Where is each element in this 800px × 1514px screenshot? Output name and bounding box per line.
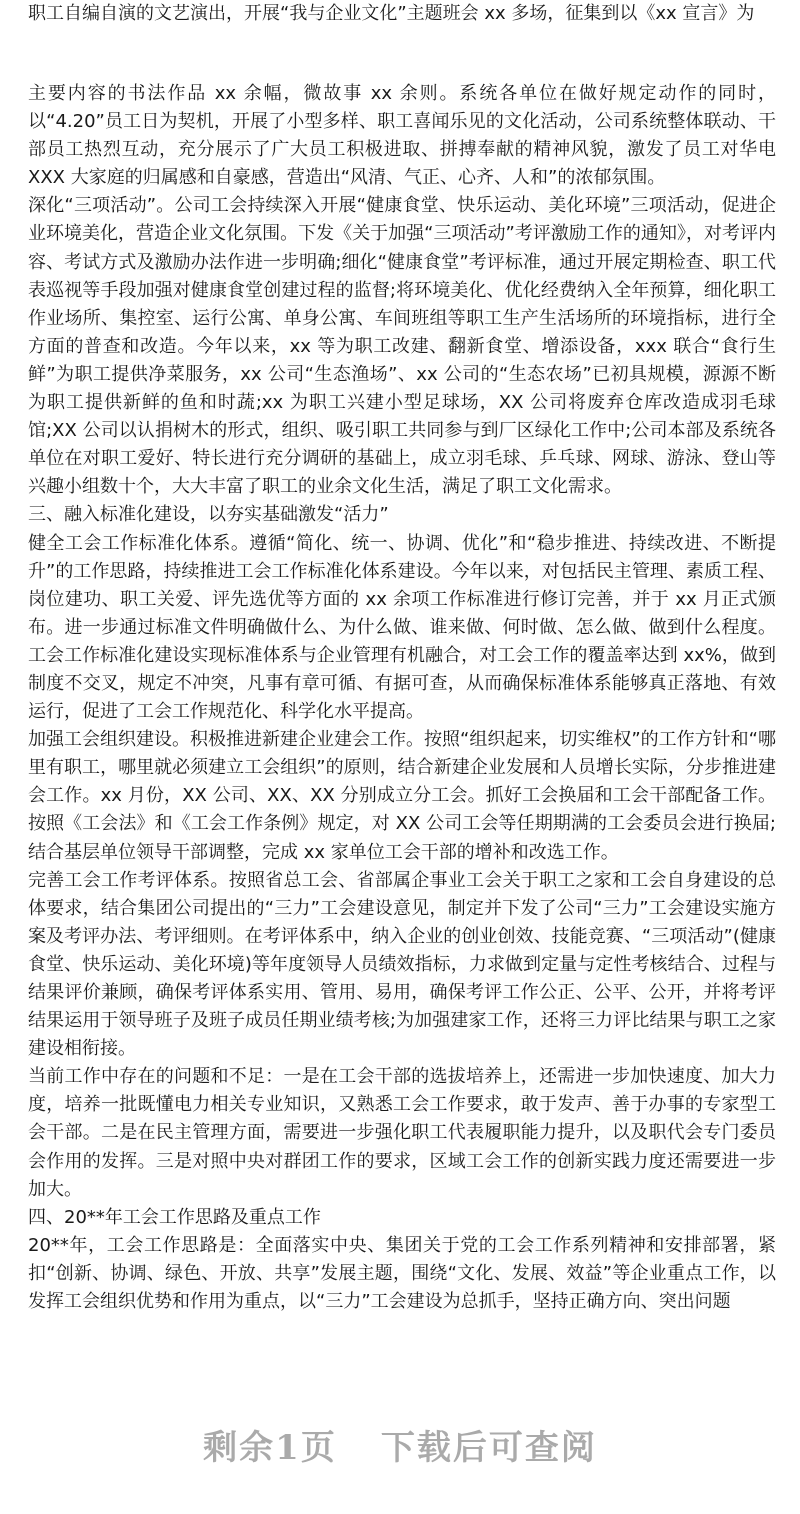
document-body — [28, 80, 776, 1316]
paragraph: 主要内容的书法作品 xx 余幅，微故事 xx 余则。系统各单位在做好规定动作的同时，以“4.20”员工日为契机，开展了小型多样、职工喜闻乐见的文化活动，公司系统整体联动、干部员工热烈互动，充分展示了广大员工积极进取、拼搏奉献的精神风貌，激发了员工对华电 XXX 大家庭的归属感和自豪感，营造出“风清、气正、心齐、人和”的浓郁氛围。 — [28, 83, 776, 189]
continued-text-line: 职工自编自演的文艺演出，开展“我与企业文化”主题班会 xx 多场，征集到以《xx 宣言》为 — [28, 3, 755, 24]
paragraph: 加强工会组织建设。积极推进新建企业建会工作。按照“组织起来，切实维权”的工作方针和“哪里有职工，哪里就必须建立工会组织”的原则，结合新建企业发展和人员增长实际，分步推进建会工作。xx 月份，XX 公司、XX、XX 分别成立分工会。抓好工会换届和工会干部配备工作。按照《工会法》和《工会工作条例》规定，对 XX 公司工会等任期期满的工会委员会进行换届;结合基层单位领导干部调整，完成 xx 家单位工会干部的增补和改选工作。 — [28, 729, 776, 863]
download-prompt[interactable] — [0, 1420, 800, 1469]
paragraph: 完善工会工作考评体系。按照省总工会、省部属企事业工会关于职工之家和工会自身建设的总体要求，结合集团公司提出的“三力”工会建设意见，制定并下发了公司“三力”工会建设实施方案及考评办法、考评细则。在考评体系中，纳入企业的创业创效、技能竞赛、“三项活动”(健康食堂、快乐运动、美化环境)等年度领导人员绩效指标，力求做到定量与定性考核结合、过程与结果评价兼顾，确保考评体系实用、管用、易用，确保考评工作公正、公平、公开，并将考评结果运用于领导班子及班子成员任期业绩考核;为加强建家工作，还将三力评比结果与职工之家建设相衔接。 — [28, 869, 776, 1060]
section-heading: 三、融入标准化建设，以夯实基础激发“活力” — [28, 504, 389, 526]
download-hint-label: 下载后可查阅 — [380, 1428, 597, 1468]
paragraph: 深化“三项活动”。公司工会持续深入开展“健康食堂、快乐运动、美化环境”三项活动，促进企业环境美化，营造企业文化氛围。下发《关于加强“三项活动”考评激励工作的通知》，对考评内容、考试方式及激励办法作进一步明确;细化“健康食堂”考评标准，通过开展定期检查、职工代表巡视等手段加强对健康食堂创建过程的监督;将环境美化、优化经费纳入全年预算，细化职工作业场所、集控室、运行公寓、单身公寓、车间班组等职工生产生活场所的环境指标，进行全方面的普查和改造。今年以来，xx 等为职工改建、翻新食堂、增添设备，xxx 联合“食行生鲜”为职工提供净菜服务，xx 公司“生态渔场”、xx 公司的“生态农场”已初具规模，源源不断为职工提供新鲜的鱼和时蔬;xx 为职工兴建小型足球场，XX 公司将废弃仓库改造成羽毛球馆;XX 公司以认捐树木的形式，组织、吸引职工共同参与到厂区绿化工作中;公司本部及系统各单位在对职工爱好、特长进行充分调研的基础上，成立羽毛球、乒乓球、网球、游泳、登山等兴趣小组数十个，大大丰富了职工的业余文化生活，满足了职工文化需求。 — [28, 195, 776, 498]
section-heading: 四、20**年工会工作思路及重点工作 — [28, 1206, 321, 1228]
paragraph: 20**年，工会工作思路是：全面落实中央、集团关于党的工会工作系列精神和安排部署，紧扣“创新、协调、绿色、开放、共享”发展主题，围绕“文化、发展、效益”等企业重点工作，以发挥工会组织优势和作用为重点，以“三力”工会建设为总抓手，坚持正确方向、突出问题 — [28, 1234, 776, 1313]
remaining-pages-label: 剩余1页 — [203, 1428, 337, 1468]
paragraph: 当前工作中存在的问题和不足：一是在工会干部的选拔培养上，还需进一步加快速度、加大力度，培养一批既懂电力相关专业知识，又熟悉工会工作要求，敢于发声、善于办事的专家型工会干部。二是在民主管理方面，需要进一步强化职工代表履职能力提升，以及职代会专门委员会作用的发挥。三是对照中央对群团工作的要求，区域工会工作的创新实践力度还需要进一步加大。 — [28, 1066, 776, 1200]
paragraph: 健全工会工作标准化体系。遵循“简化、统一、协调、优化”和“稳步推进、持续改进、不断提升”的工作思路，持续推进工会工作标准化体系建设。今年以来，对包括民主管理、素质工程、岗位建功、职工关爱、评先选优等方面的 xx 余项工作标准进行修订完善，并于 xx 月正式颁布。进一步通过标准文件明确做什么、为什么做、谁来做、何时做、怎么做、做到什么程度。工会工作标准化建设实现标准体系与企业管理有机融合，对工会工作的覆盖率达到 xx%，做到制度不交叉，规定不冲突，凡事有章可循、有据可查，从而确保标准体系能够真正落地、有效运行，促进了工会工作规范化、科学化水平提高。 — [28, 532, 776, 723]
